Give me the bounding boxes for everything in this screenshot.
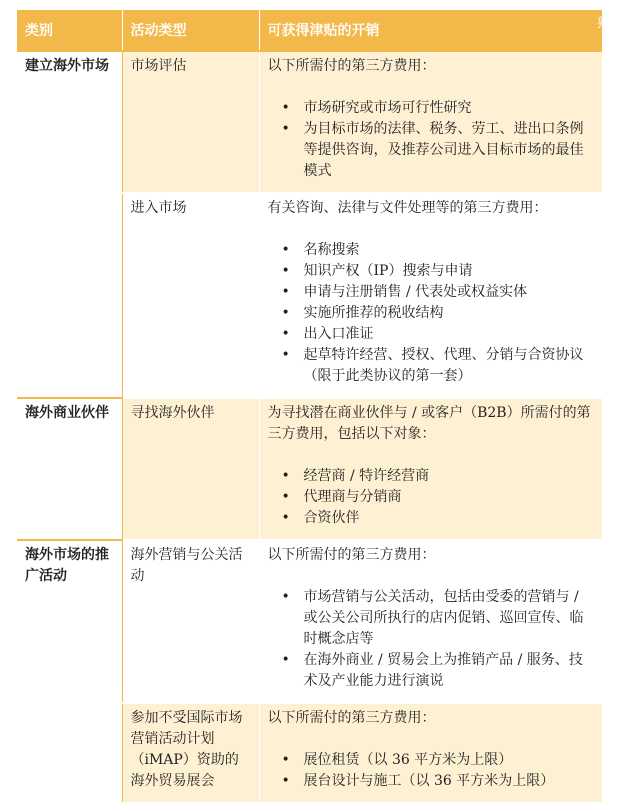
table-row <box>17 51 602 193</box>
activity-cell: 进入市场 <box>122 193 259 398</box>
watermark-text: 狮城新 <box>596 16 636 31</box>
activity-cell: 海外营销与公关活动 <box>122 540 259 703</box>
cost-cell <box>259 703 602 803</box>
table-row <box>17 540 602 703</box>
list-item: • 起草特许经营、授权、代理、分销与合资协议（限于此类协议的第一套） <box>304 345 595 387</box>
list-item: • 市场研究或市场可行性研究 <box>304 98 595 119</box>
list-item: • 为目标市场的法律、税务、劳工、进出口条例等提供咨询，及推荐公司进入目标市场的最佳模式 <box>304 119 595 182</box>
list-item: • 名称搜索 <box>304 240 595 261</box>
activity-cell: 参加不受国际市场营销活动计划（iMAP）资助的海外贸易展会 <box>122 703 259 803</box>
cost-cell <box>259 193 602 398</box>
category-cell: 海外商业伙伴 <box>17 398 122 540</box>
cost-intro: 为寻找潜在商业伙伴与 / 或客户（B2B）所需付的第三方费用，包括以下对象： <box>267 405 591 442</box>
list-item: • 经营商 / 特许经营商 <box>304 466 595 487</box>
activity-cell: 寻找海外伙伴 <box>122 398 259 540</box>
cost-cell <box>259 540 602 703</box>
cost-intro: 以下所需付的第三方费用： <box>267 547 436 563</box>
cost-list <box>268 750 595 792</box>
list-item: • 实施所推荐的税收结构 <box>304 303 595 324</box>
list-item: • 合资伙伴 <box>304 508 595 529</box>
category-cell: 建立海外市场 <box>17 51 122 398</box>
cost-list <box>268 240 595 387</box>
cost-cell <box>259 398 602 540</box>
header-category: 类别 <box>17 10 122 51</box>
header-activity-type: 活动类型 <box>122 10 259 51</box>
cost-cell <box>259 51 602 193</box>
list-item: • 出入口准证 <box>304 324 595 345</box>
cost-list <box>268 466 595 529</box>
list-item: • 展台设计与施工（以 36 平方米为上限） <box>304 771 595 792</box>
subsidy-table <box>17 10 602 804</box>
header-eligible-costs: 可获得津贴的开销 <box>259 10 602 51</box>
header-row <box>17 10 602 51</box>
cost-intro: 有关咨询、法律与文件处理等的第三方费用： <box>267 200 548 216</box>
cost-list <box>268 587 595 692</box>
cost-list <box>268 98 595 182</box>
activity-cell: 市场评估 <box>122 51 259 193</box>
list-item: • 展位租赁（以 36 平方米为上限） <box>304 750 595 771</box>
list-item: • 在海外商业 / 贸易会上为推销产品 / 服务、技术及产业能力进行演说 <box>304 650 595 692</box>
list-item: • 市场营销与公关活动，包括由受委的营销与 / 或公关公司所执行的店内促销、巡回宣传、临时概念店等 <box>304 587 595 650</box>
list-item: • 申请与注册销售 / 代表处或权益实体 <box>304 282 595 303</box>
table-row <box>17 398 602 540</box>
category-cell: 海外市场的推广活动 <box>17 540 122 803</box>
list-item: • 知识产权（IP）搜索与申请 <box>304 261 595 282</box>
cost-intro: 以下所需付的第三方费用： <box>267 710 436 726</box>
cost-intro: 以下所需付的第三方费用： <box>267 58 436 74</box>
list-item: • 代理商与分销商 <box>304 487 595 508</box>
